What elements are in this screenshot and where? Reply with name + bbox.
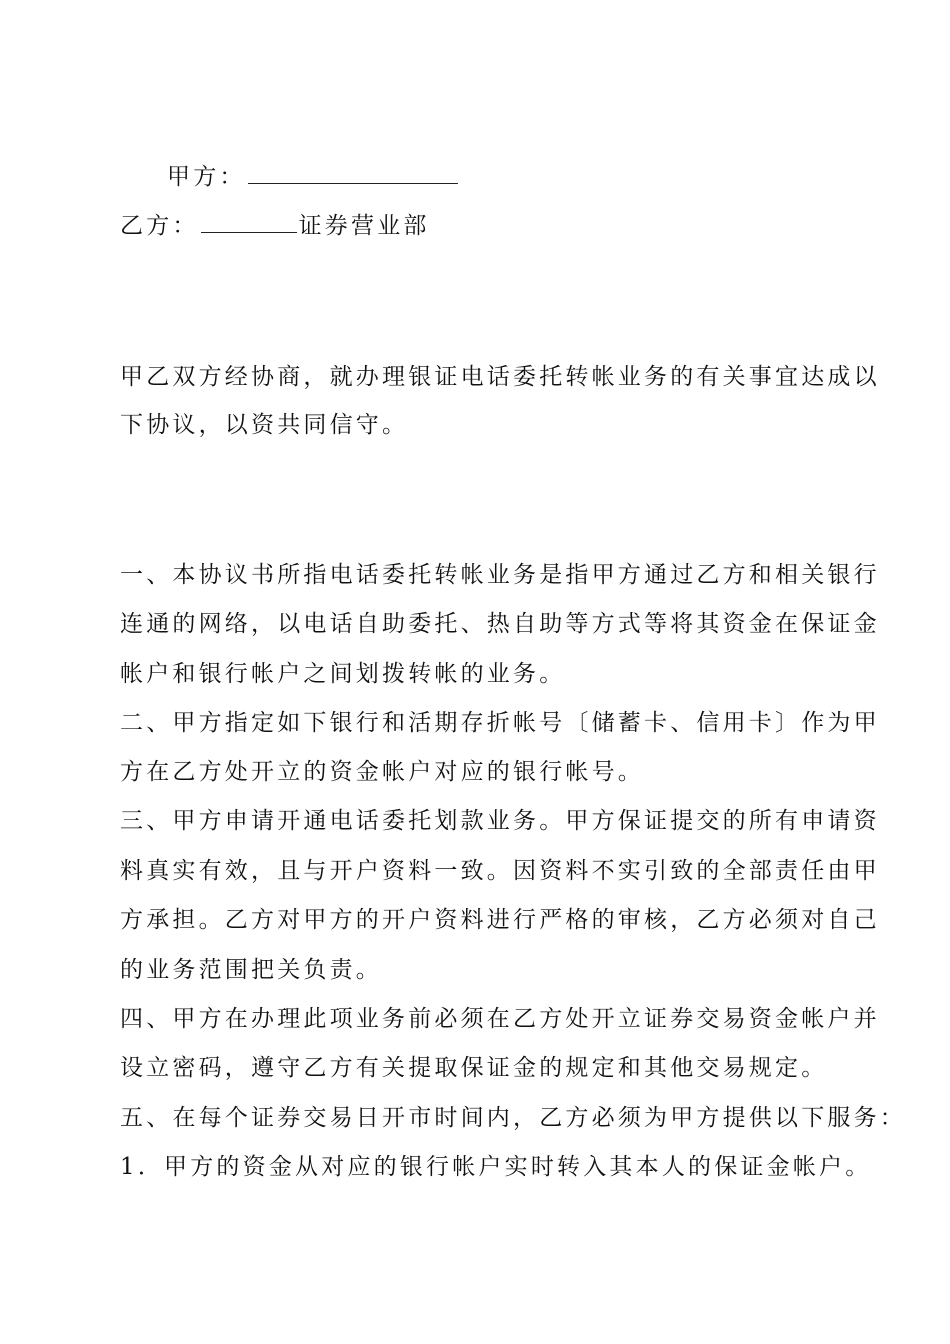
clause-line: 1．甲方的资金从对应的银行帐户实时转入其本人的保证金帐户。 <box>120 1154 872 1180</box>
clause-line: 连通的网络，以电话自助委托、热自助等方式等将其资金在保证金 <box>120 611 880 637</box>
clause-line: 三、甲方申请开通电话委托划款业务。甲方保证提交的所有申请资 <box>120 808 880 834</box>
party-b-blank <box>201 212 297 233</box>
clause-line: 帐户和银行帐户之间划拨转帐的业务。 <box>120 661 566 687</box>
intro-line: 甲乙双方经协商，就办理银证电话委托转帐业务的有关事宜达成以 <box>120 364 880 390</box>
party-b-line <box>120 211 430 241</box>
party-b-suffix: 证券营业部 <box>298 213 430 239</box>
clause-line: 四、甲方在办理此项业务前必须在乙方处开立证券交易资金帐户并 <box>120 1006 880 1032</box>
party-a-label: 甲方： <box>167 164 246 190</box>
clause-line: 设立密码，遵守乙方有关提取保证金的规定和其他交易规定。 <box>120 1055 828 1081</box>
clause-line: 料真实有效，且与开户资料一致。因资料不实引致的全部责任由甲 <box>120 858 880 884</box>
party-a-blank <box>248 163 458 184</box>
clause-line: 五、在每个证券交易日开市时间内，乙方必须为甲方提供以下服务： <box>120 1105 906 1131</box>
clause-line: 二、甲方指定如下银行和活期存折帐号〔储蓄卡、信用卡〕作为甲 <box>120 710 880 736</box>
clause-line: 一、本协议书所指电话委托转帐业务是指甲方通过乙方和相关银行 <box>120 562 880 588</box>
clause-line: 的业务范围把关负责。 <box>120 957 382 983</box>
party-b-label: 乙方： <box>120 213 199 239</box>
clause-line: 方在乙方处开立的资金帐户对应的银行帐号。 <box>120 759 644 785</box>
intro-line: 下协议，以资共同信守。 <box>120 412 409 438</box>
clause-line: 方承担。乙方对甲方的开户资料进行严格的审核，乙方必须对自己 <box>120 907 880 933</box>
party-a-line <box>167 162 458 192</box>
